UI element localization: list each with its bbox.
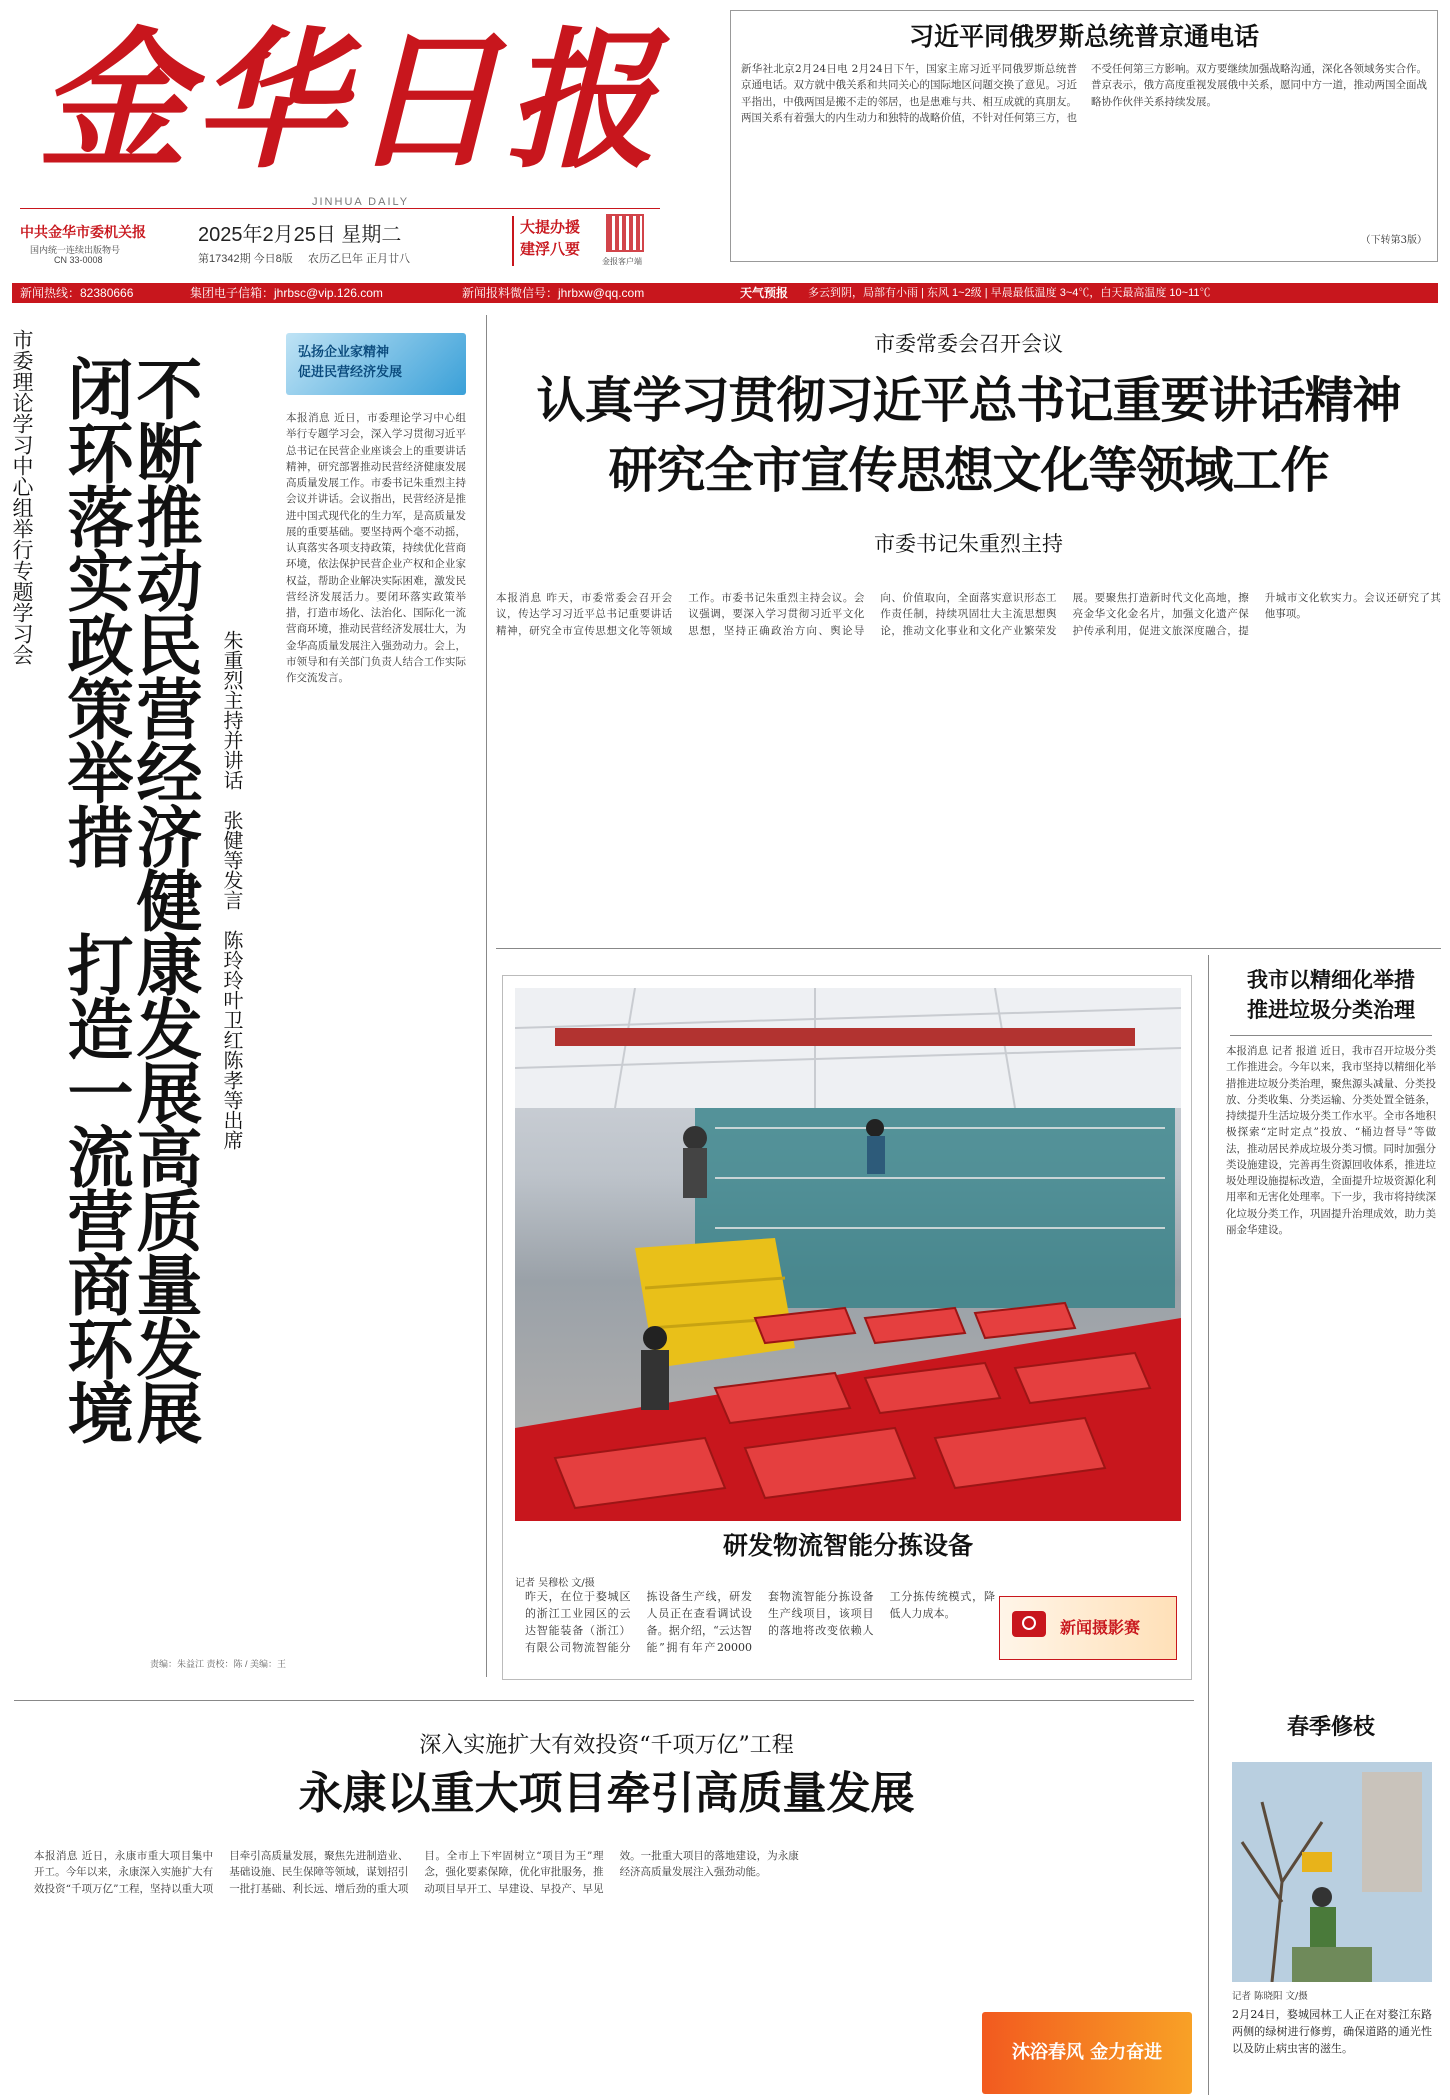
photo-caption-title: 研发物流智能分拣设备 <box>722 1531 973 1560</box>
main-article-subtitle: 市委书记朱重烈主持 <box>874 532 1063 556</box>
main-article-divider <box>496 948 1441 949</box>
left-story-title-1: 不断推动民营经济健康发展高质量发展 <box>125 355 202 1443</box>
bottom-ad-text: 沐浴春风 金力奋进 <box>1011 2042 1163 2063</box>
side-article-title-1: 我市以精细化举措 <box>1247 967 1415 992</box>
side-article-rule <box>1230 1035 1432 1036</box>
left-story-kicker: 市委理论学习中心组举行专题学习会 <box>10 329 34 665</box>
spring-photo-caption: 2月24日，婺城园林工人正在对婺江东路两侧的绿树进行修剪，确保道路的通光性以及防止病虫害的滋生。 <box>1232 2008 1432 2056</box>
bottom-article-kicker: 深入实施扩大有效投资“千项万亿”工程 <box>419 1733 794 1758</box>
slogan-box <box>512 216 600 266</box>
top-right-article <box>730 10 1438 262</box>
side-article <box>1220 965 1442 1677</box>
badge-line-1: 弘扬企业家精神 <box>298 345 390 360</box>
badge-line-2: 促进民营经济发展 <box>298 365 403 380</box>
top-right-article-title: 习近平同俄罗斯总统普京通电话 <box>908 22 1259 51</box>
main-article-body: 本报消息 昨天，市委常委会召开会议，传达学习习近平总书记重要讲话精神，研究全市宣传思想文化等领域工作。市委书记朱重烈主持会议。会议强调，要深入学习贯彻习近平文化思想，坚持正确政治方向、舆论导向、价值取向，全面落实意识形态工作责任制，持续巩固壮大主流思想舆论，推动文化事业和文化产业繁荣发展。要聚焦打造新时代文化高地，擦亮金华文化金名片，加强文化遗产保护传承利用，促进文旅深度融合，提升城市文化软实力。会议还研究了其他事项。 <box>496 592 1441 637</box>
mini-app-label: 金报客户端 <box>602 257 642 266</box>
main-article-title-2: 研究全市宣传思想文化等领域工作 <box>608 442 1329 499</box>
issue-date: 2025年2月25日 星期二 <box>198 224 402 246</box>
info-bar <box>12 283 1438 303</box>
spring-photo-section <box>1220 1710 1442 2098</box>
photo-credit: 记者 吴穆松 文/摄 <box>515 1578 595 1589</box>
left-column-divider <box>486 315 487 1677</box>
masthead-pinyin: JINHUA DAILY <box>312 196 410 208</box>
side-article-title-2: 推进垃圾分类治理 <box>1247 997 1415 1022</box>
ad-brand: 新闻摄影赛 <box>1060 1618 1141 1637</box>
hotline: 新闻热线：82380666 <box>20 286 134 300</box>
bottom-article-rule <box>14 1700 1194 1701</box>
bottom-article <box>14 1708 1199 2100</box>
bottom-article-body: 本报消息 近日，永康市重大项目集中开工。今年以来，永康深入实施扩大有效投资“千项万亿”工程，坚持以重大项目牵引高质量发展，聚焦先进制造业、基础设施、民生保障等领域，谋划招引一批打基础、利长远、增后劲的重大项目。全市上下牢固树立“项目为王”理念，强化要素保障，优化审批服务，推动项目早开工、早建设、早投产、早见效。一批重大项目的落地建设，为永康经济高质量发展注入强劲动能。 <box>34 1850 799 1895</box>
cn-code: CN 33-0008 <box>54 255 103 265</box>
spring-photo-drawing <box>1232 1762 1432 1982</box>
top-right-article-source: （下转第3版） <box>1360 235 1427 246</box>
left-story <box>10 315 478 1675</box>
report-wechat: 新闻报料微信号：jhrbxw@qq.com <box>462 286 645 300</box>
bottom-ad <box>982 2012 1192 2094</box>
weather-label: 天气预报 <box>740 286 789 300</box>
left-story-title-2: 闭环落实政策举措 打造一流营商环境 <box>56 355 133 1443</box>
left-story-body: 本报消息 近日，市委理论学习中心组举行专题学习会，深入学习贯彻习近平总书记在民营企业座谈会上的重要讲话精神，研究部署推动民营经济健康发展高质量发展工作。市委书记朱重烈主持会议并讲话。会议指出，民营经济是推进中国式现代化的生力军，是高质量发展的重要基础。要坚持两个毫不动摇，认真落实各项支持政策，持续优化营商环境，依法保护民营企业产权和企业家权益，帮助企业解决实际困难，激发民营经济发展活力。要闭环落实政策举措，打造市场化、法治化、国际化一流营商环境，推动民营经济发展壮大，为金华高质量发展注入强劲动力。会上，市领导和有关部门负责人结合工作实际作交流发言。 <box>286 412 466 685</box>
left-story-subtitle: 朱重烈主持并讲话 张健等发言 陈玲玲叶卫红陈孝等出席 <box>220 630 244 1150</box>
photo-side-divider <box>1208 955 1209 2095</box>
bottom-article-title: 永康以重大项目牵引高质量发展 <box>298 1768 915 1819</box>
left-story-badge <box>286 333 466 395</box>
slogan-line-2: 建浮八要 <box>520 240 581 258</box>
factory-photo-drawing <box>515 988 1181 1521</box>
lunar-date: 农历乙巳年 正月廿八 <box>308 253 411 265</box>
issue-number: 第17342期 今日8版 <box>198 253 293 265</box>
cn-number-label: 国内统一连续出版物号 <box>30 245 121 255</box>
publisher-label: 中共金华市委机关报 <box>20 224 146 240</box>
masthead <box>0 0 725 282</box>
spring-photo-title: 春季修枝 <box>1286 1714 1375 1740</box>
main-article-kicker: 市委常委会召开会议 <box>874 332 1063 356</box>
email: 集团电子信箱：jhrbsc@vip.126.com <box>190 286 383 300</box>
spring-photo <box>1232 1762 1432 1982</box>
qr-code-icon[interactable] <box>606 214 644 252</box>
spring-photo-credit: 记者 陈晓阳 文/摄 <box>1232 1991 1308 2002</box>
top-right-article-body: 新华社北京2月24日电 2月24日下午，国家主席习近平同俄罗斯总统普京通电话。双方就中俄关系和共同关心的国际地区问题交换了意见。习近平指出，中俄两国是搬不走的邻居，也是患难与共、相互成就的真朋友。两国关系有着强大的内生动力和独特的战略价值，不针对任何第三方，也不受任何第三方影响。双方要继续加强战略沟通，深化各领域务实合作。普京表示，俄方高度重视发展俄中关系，愿同中方一道，推动两国全面战略协作伙伴关系持续发展。 <box>741 63 1427 124</box>
left-story-footer: 责编：朱益江 责校：陈 / 美编：王 <box>150 1659 287 1669</box>
masthead-divider <box>20 208 660 209</box>
factory-photo-frame <box>502 975 1192 1680</box>
main-article <box>496 318 1441 938</box>
factory-photo <box>515 988 1181 1521</box>
side-article-body: 本报消息 记者 报道 近日，我市召开垃圾分类工作推进会。今年以来，我市坚持以精细化举措推进垃圾分类治理，聚焦源头减量、分类投放、分类收集、分类运输、分类处置全链条，持续提升生活垃圾分类工作水平。全市各地积极探索“定时定点”投放、“桶边督导”等做法，推动居民养成垃圾分类习惯。同时加强分类设施建设，完善再生资源回收体系，推进垃圾处理设施提标改造，全面提升垃圾资源化利用率和无害化处理率。下一步，我市将持续深化垃圾分类工作，巩固提升治理成效，助力美丽金华建设。 <box>1226 1045 1436 1236</box>
photo-contest-ad <box>999 1596 1177 1660</box>
masthead-title: 金华日报 <box>38 13 663 189</box>
photo-caption-body: 昨天，在位于婺城区的浙江工业园区的云达智能装备（浙江）有限公司物流智能分拣设备生产线，研发人员正在查看调试设备。据介绍，“云达智能”拥有年产20000套物流智能分拣设备生产线项目，该项目的落地将改变依赖人工分拣传统模式，降低人力成本。 <box>525 1590 995 1655</box>
weather-text: 多云到阴，局部有小雨 | 东风 1~2级 | 早晨最低温度 3~4℃，白天最高温度 10~11℃ <box>808 287 1211 299</box>
slogan-line-1: 大提办援 <box>520 218 581 236</box>
camera-lens <box>1022 1616 1036 1630</box>
main-article-title-1: 认真学习贯彻习近平总书记重要讲话精神 <box>536 372 1401 429</box>
